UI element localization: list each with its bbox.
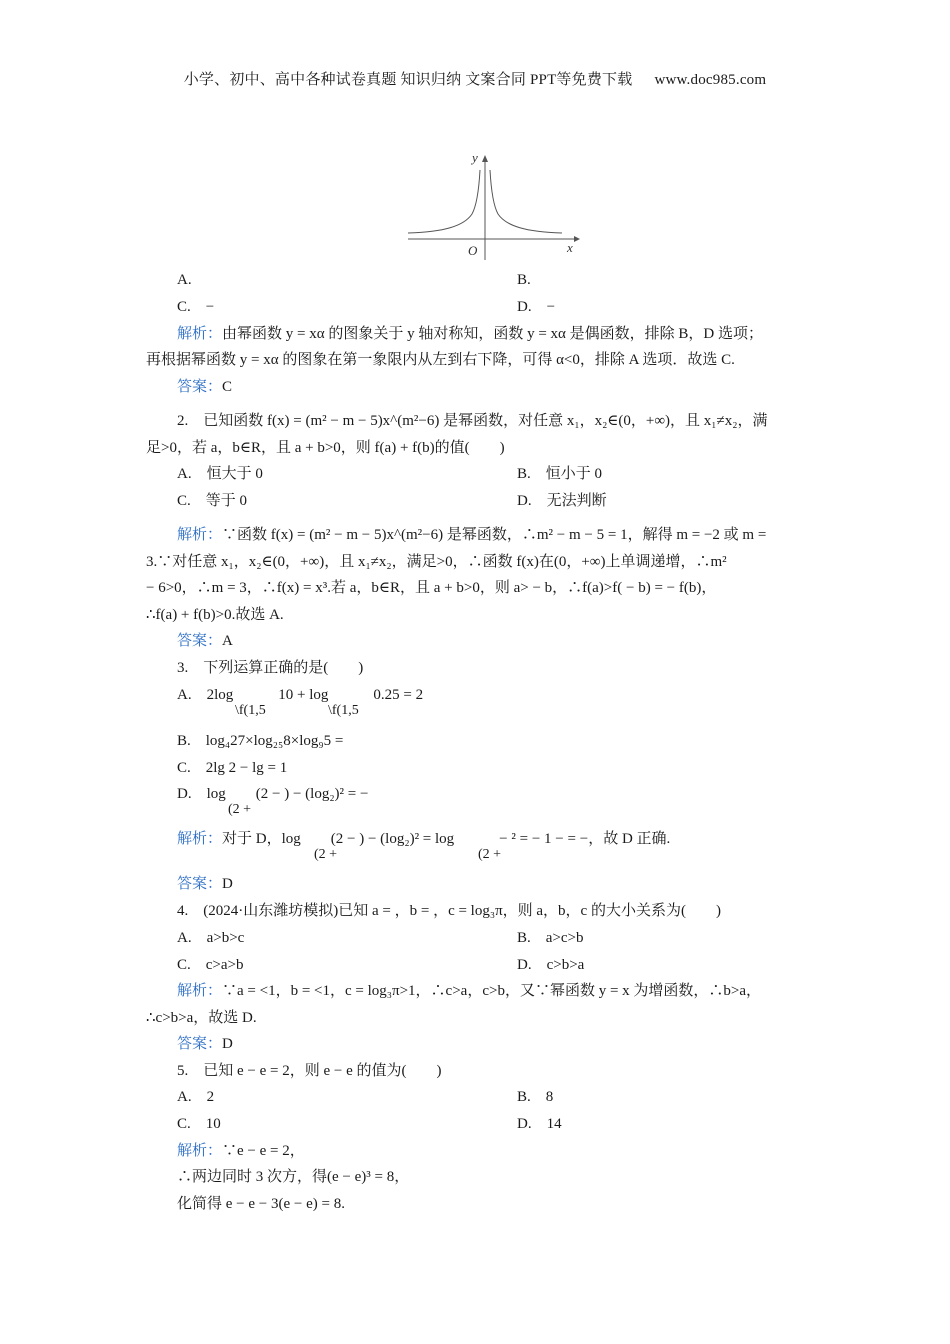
- q2-stem-line-1: 2. 已知函数 f(x) = (m² − m − 5)x^(m²−6) 是幂函数，对任意 x₁，x₂∈(0，+∞)，且 x₁≠x₂，满: [177, 413, 768, 429]
- q2-answer: [177, 631, 233, 651]
- q4-solution-line-1: [177, 981, 761, 1001]
- q3-solution-text: 对于 D，log (2 − ) − (log₂)² = log − ² = − 1 − = −，故 D 正确.: [222, 831, 671, 847]
- q4-option-c: C. c>a>b: [177, 957, 244, 973]
- q1-answer: [177, 377, 232, 397]
- q4-answer: [177, 1034, 233, 1054]
- q4-answer-value: D: [222, 1036, 233, 1052]
- page-header: [0, 68, 950, 89]
- q4-stem: 4. (2024·山东潍坊模拟)已知 a = ，b = ，c = log₃π，则 a，b，c 的大小关系为( ): [177, 903, 721, 919]
- q3-option-d-subscript: (2 +: [228, 802, 252, 817]
- q2-solution-text-1: ∵函数 f(x) = (m² − m − 5)x^(m²−6) 是幂函数，∴m² − m − 5 = 1，解得 m = −2 或 m =: [222, 527, 767, 543]
- header-text: 小学、初中、高中各种试卷真题 知识归纳 文案合同 PPT等免费下载: [183, 72, 633, 88]
- q3-option-d: D. log (2 − ) − (log₂)² = −: [177, 786, 369, 802]
- q3-stem: 3. 下列运算正确的是( ): [177, 660, 364, 676]
- q5-solution-label: 解析：: [177, 1143, 223, 1159]
- q2-solution-line-2: 3.∵对任意 x₁，x₂∈(0，+∞)，且 x₁≠x₂，满足>0，∴函数 f(x)在(0，+∞)上单调递增，∴m²: [146, 554, 727, 570]
- q5-option-d: D. 14: [517, 1116, 562, 1132]
- q4-solution-label: 解析：: [177, 983, 223, 999]
- q4-solution-line-2: ∴c>b>a，故选 D.: [146, 1010, 257, 1026]
- q2-option-a: A. 恒大于 0: [177, 466, 263, 482]
- q3-option-a: A. 2log 10 + log 0.25 = 2: [177, 687, 424, 703]
- q2-answer-value: A: [222, 633, 233, 649]
- origin-label: O: [468, 243, 478, 258]
- q3-answer-value: D: [222, 876, 233, 892]
- q5-option-a: A. 2: [177, 1089, 215, 1105]
- q2-solution-line-1: [177, 525, 766, 545]
- q1-answer-label: 答案：: [177, 379, 223, 395]
- q3-option-c: C. 2lg 2 − lg = 1: [177, 760, 288, 776]
- q1-option-c: C. −: [177, 299, 215, 315]
- q5-option-c: C. 10: [177, 1116, 221, 1132]
- q2-solution-label: 解析：: [177, 527, 223, 543]
- q3-answer: [177, 874, 233, 894]
- q3-answer-label: 答案：: [177, 876, 223, 892]
- q4-answer-label: 答案：: [177, 1036, 223, 1052]
- q4-solution-text-1: ∵a = <1，b = <1，c = log₃π>1，∴c>a，c>b，又∵幂函数 y = x 为增函数，∴b>a，: [222, 983, 762, 999]
- q3-solution-label: 解析：: [177, 831, 223, 847]
- q1-solution-line-1: [177, 324, 763, 344]
- curve-right: [490, 170, 562, 233]
- q1-option-d: D. −: [517, 299, 556, 315]
- q4-option-a: A. a>b>c: [177, 930, 245, 946]
- q1-solution-text-1: 由幂函数 y = xα 的图象关于 y 轴对称知，函数 y = xα 是偶函数，排除 B，D 选项；: [222, 326, 763, 342]
- q1-solution-line-2: 再根据幂函数 y = xα 的图象在第一象限内从左到右下降，可得 α<0，排除 A 选项．故选 C.: [146, 352, 735, 368]
- q2-option-d: D. 无法判断: [517, 493, 607, 509]
- q5-solution-line-3: 化简得 e − e − 3(e − e) = 8.: [177, 1196, 345, 1212]
- y-axis-arrow-icon: [482, 155, 488, 162]
- q1-solution-label: 解析：: [177, 326, 223, 342]
- q2-stem-line-2: 足>0，若 a，b∈R，且 a + b>0，则 f(a) + f(b)的值( ): [146, 440, 505, 456]
- q1-option-a: A.: [177, 272, 192, 288]
- q2-solution-line-4: ∴f(a) + f(b)>0.故选 A.: [146, 607, 284, 623]
- q3-solution-subscript-1: (2 +: [314, 847, 338, 862]
- q5-solution-line-1: [177, 1141, 305, 1161]
- q5-option-b: B. 8: [517, 1089, 554, 1105]
- q4-option-d: D. c>b>a: [517, 957, 585, 973]
- q3-solution: [177, 829, 670, 849]
- q3-option-a-subscript-1: \f(1,5: [235, 703, 266, 718]
- q3-option-b: B. log₄27×log₂₅8×log₉5 =: [177, 733, 344, 749]
- x-label: x: [567, 240, 573, 255]
- q4-option-b: B. a>c>b: [517, 930, 584, 946]
- q2-solution-line-3: − 6>0，∴m = 3，∴f(x) = x³.若 a，b∈R，且 a + b>0，则 a> − b，∴f(a)>f( − b) = − f(b)，: [146, 580, 717, 596]
- header-site: www.doc985.com: [654, 72, 767, 88]
- y-label: y: [472, 150, 478, 165]
- q2-option-c: C. 等于 0: [177, 493, 248, 509]
- q1-answer-value: C: [222, 379, 233, 395]
- x-axis-arrow-icon: [574, 236, 580, 242]
- q3-option-a-subscript-2: \f(1,5: [328, 703, 359, 718]
- q5-solution-text-1: ∵e − e = 2，: [222, 1143, 305, 1159]
- q5-solution-line-2: ∴两边同时 3 次方，得(e − e)³ = 8，: [177, 1169, 410, 1185]
- q5-stem: 5. 已知 e − e = 2，则 e − e 的值为( ): [177, 1063, 442, 1079]
- q1-option-b: B.: [517, 272, 531, 288]
- power-function-graph: [404, 148, 582, 266]
- q2-answer-label: 答案：: [177, 633, 223, 649]
- q2-option-b: B. 恒小于 0: [517, 466, 603, 482]
- curve-left: [408, 170, 480, 233]
- q3-solution-subscript-2: (2 +: [478, 847, 502, 862]
